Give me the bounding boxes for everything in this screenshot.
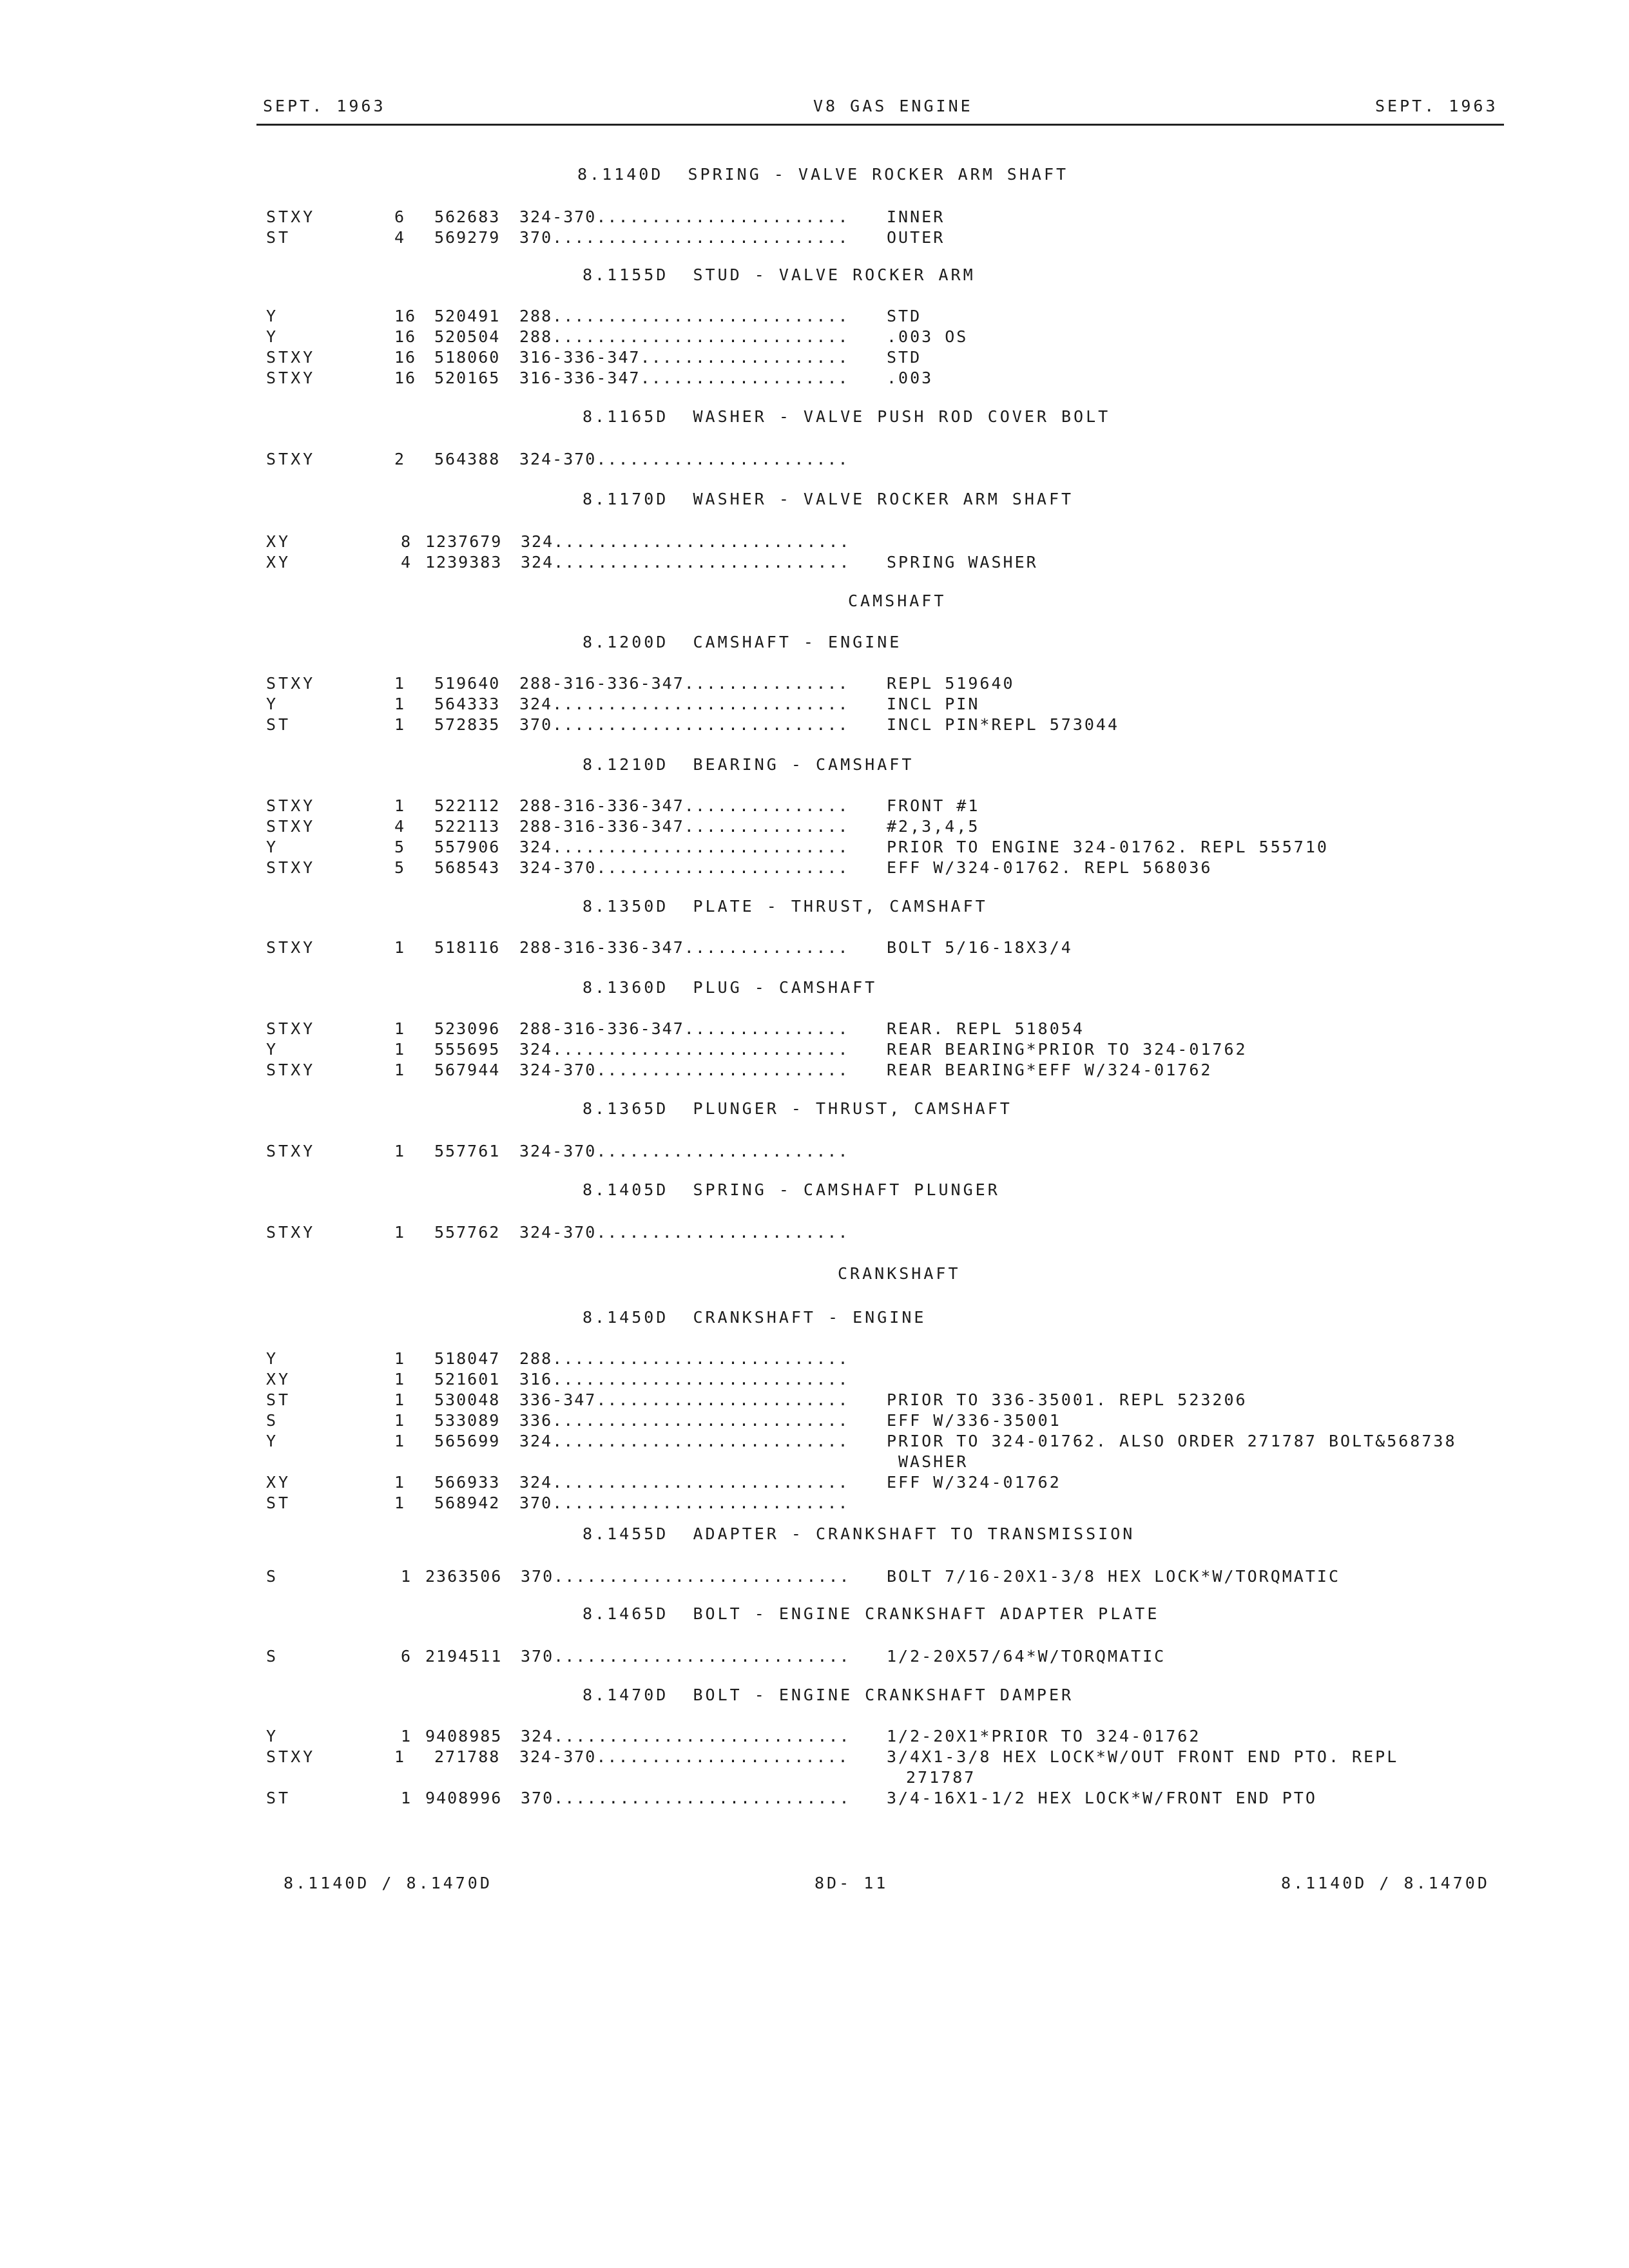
quantity: 1 [394,1061,406,1079]
description: STD [887,307,922,325]
quantity: 1 [394,1223,406,1242]
part-number: 521601 [434,1370,501,1389]
model-codes: XY [266,532,291,551]
part-number: 557761 [434,1142,501,1160]
description: OUTER [887,228,945,247]
dot-leader: ....................... [596,1142,849,1160]
part-number: 519640 [434,674,501,693]
model-codes: STXY [266,1747,316,1766]
application-text: 288-316-336-347 [519,674,684,693]
application-text: 324-370 [519,450,597,468]
part-number: 1239383 [425,553,503,572]
part-number: 518060 [434,348,501,367]
table-row [0,858,1629,879]
model-codes: XY [266,553,291,572]
table-row [0,715,1629,736]
part-number: 568543 [434,858,501,877]
application-text: 370 [519,228,553,247]
footer-page-number: 8D- 11 [815,1874,889,1892]
quantity: 1 [394,1370,406,1389]
table-row [0,1432,1629,1452]
description: REAR BEARING*EFF W/324-01762 [887,1061,1213,1079]
dot-leader: ............... [684,817,849,836]
application-text: 370 [521,1567,554,1586]
quantity: 4 [401,553,412,572]
quantity: 2 [394,450,406,468]
model-codes: ST [266,1390,291,1409]
header-date-left: SEPT. 1963 [263,97,386,115]
dot-leader: ........................... [552,1473,849,1492]
group-title: 8.1200D CAMSHAFT - ENGINE [583,633,902,651]
section-heading: CAMSHAFT [848,591,947,610]
quantity: 4 [394,817,406,836]
part-number: 564388 [434,450,501,468]
dot-leader: ........................... [552,228,849,247]
group-title: 8.1465D BOLT - ENGINE CRANKSHAFT ADAPTER PLATE [583,1604,1160,1623]
model-codes: STXY [266,348,316,367]
dot-leader: ........................... [554,1727,851,1745]
application-models [519,327,849,346]
table-row [0,532,1629,553]
table-row [0,1061,1629,1081]
application-text: 324 [521,532,554,551]
model-codes: ST [266,1494,291,1512]
table-row [0,1390,1629,1411]
application-text: 288-316-336-347 [519,817,684,836]
group-title: 8.1405D SPRING - CAMSHAFT PLUNGER [583,1180,1000,1199]
quantity: 1 [394,1142,406,1160]
application-text: 324-370 [519,1061,597,1079]
table-row [0,938,1629,959]
part-number: 2363506 [425,1567,503,1586]
table-row [0,796,1629,817]
quantity: 1 [401,1727,412,1745]
application-text: 288 [519,307,553,325]
application-models [519,1040,849,1059]
part-number: 562683 [434,207,501,226]
section-heading: CRANKSHAFT [838,1264,961,1283]
part-number: 520491 [434,307,501,325]
group-title: 8.1165D WASHER - VALVE PUSH ROD COVER BOLT [583,407,1111,426]
application-models [519,838,849,856]
model-codes: STXY [266,1223,316,1242]
description: .003 [887,369,934,387]
application-models [519,1142,849,1160]
model-codes: Y [266,1040,279,1059]
application-models [519,1747,849,1766]
dot-leader: ........................... [554,1789,851,1807]
description: SPRING WASHER [887,553,1038,572]
application-text: 324-370 [519,1747,597,1766]
description-continuation: WASHER [898,1452,969,1471]
quantity: 1 [394,1019,406,1038]
application-text: 324 [519,838,553,856]
application-text: 324-370 [519,207,597,226]
application-text: 370 [521,1647,554,1666]
application-text: 288 [519,327,553,346]
application-text: 324 [521,553,554,572]
table-row [0,1019,1629,1040]
model-codes: STXY [266,674,316,693]
quantity: 1 [394,1040,406,1059]
application-models [519,450,849,468]
table-row [0,1494,1629,1514]
description: 1/2-20X1*PRIOR TO 324-01762 [887,1727,1201,1745]
table-row [0,307,1629,327]
description: EFF W/324-01762 [887,1473,1061,1492]
model-codes: STXY [266,1061,316,1079]
application-models [521,1789,851,1807]
dot-leader: ............... [684,796,849,815]
model-codes: STXY [266,938,316,957]
table-row [0,1223,1629,1244]
dot-leader: ....................... [596,1390,849,1409]
group-title: 8.1140D SPRING - VALVE ROCKER ARM SHAFT [577,165,1069,184]
quantity: 16 [394,307,417,325]
dot-leader: ....................... [596,858,849,877]
header-title: V8 GAS ENGINE [813,97,973,115]
model-codes: Y [266,327,279,346]
description: #2,3,4,5 [887,817,980,836]
description: 3/4X1-3/8 HEX LOCK*W/OUT FRONT END PTO. REPL [887,1747,1399,1766]
application-text: 324 [519,695,553,713]
quantity: 1 [394,1747,406,1766]
application-models [519,348,849,367]
table-row [0,207,1629,228]
group-title: 8.1350D PLATE - THRUST, CAMSHAFT [583,897,988,916]
application-models [519,715,849,734]
application-models [521,532,851,551]
group-title: 8.1365D PLUNGER - THRUST, CAMSHAFT [583,1099,1012,1118]
application-text: 288 [519,1349,553,1368]
header-date-right: SEPT. 1963 [1375,97,1498,115]
part-number: 9408996 [425,1789,503,1807]
dot-leader: ........................... [552,307,849,325]
application-models [521,1727,851,1745]
description: PRIOR TO 336-35001. REPL 523206 [887,1390,1248,1409]
application-models [519,1432,849,1450]
model-codes: Y [266,1349,279,1368]
model-codes: ST [266,1789,291,1807]
part-number: 271788 [434,1747,501,1766]
dot-leader: ........................... [552,1432,849,1450]
quantity: 5 [394,858,406,877]
table-row [0,1040,1629,1061]
application-models [519,858,849,877]
application-models [519,207,849,226]
application-text: 370 [519,715,553,734]
table-row [0,369,1629,389]
quantity: 16 [394,327,417,346]
application-models [519,369,849,387]
model-codes: ST [266,715,291,734]
quantity: 6 [401,1647,412,1666]
dot-leader: ........................... [554,1567,851,1586]
model-codes: Y [266,1727,279,1745]
table-row [0,674,1629,695]
quantity: 5 [394,838,406,856]
application-text: 324-370 [519,1142,597,1160]
table-row [0,1349,1629,1370]
table-row [0,1473,1629,1494]
description: STD [887,348,922,367]
application-text: 324 [521,1727,554,1745]
table-row [0,1789,1629,1809]
model-codes: STXY [266,858,316,877]
application-text: 316 [519,1370,553,1389]
description: FRONT #1 [887,796,980,815]
application-models [521,553,851,572]
description: INCL PIN*REPL 573044 [887,715,1120,734]
dot-leader: ....................... [596,1061,849,1079]
part-number: 564333 [434,695,501,713]
quantity: 6 [394,207,406,226]
application-models [519,1411,849,1430]
model-codes: STXY [266,207,316,226]
application-text: 316-336-347 [519,369,641,387]
description: .003 OS [887,327,969,346]
part-number: 518047 [434,1349,501,1368]
part-number: 1237679 [425,532,503,551]
description: EFF W/324-01762. REPL 568036 [887,858,1213,877]
dot-leader: ........................... [554,553,851,572]
group-title: 8.1455D ADAPTER - CRANKSHAFT TO TRANSMISSION [583,1524,1135,1543]
description: REAR BEARING*PRIOR TO 324-01762 [887,1040,1248,1059]
model-codes: XY [266,1473,291,1492]
table-row [0,327,1629,348]
part-number: 533089 [434,1411,501,1430]
application-models [519,307,849,325]
part-number: 9408985 [425,1727,503,1745]
table-row [0,817,1629,838]
group-title: 8.1470D BOLT - ENGINE CRANKSHAFT DAMPER [583,1686,1074,1704]
description: REAR. REPL 518054 [887,1019,1084,1038]
application-models [519,796,849,815]
model-codes: XY [266,1370,291,1389]
part-number: 557762 [434,1223,501,1242]
model-codes: STXY [266,1142,316,1160]
header-rule [256,124,1504,126]
application-models [521,1647,851,1666]
application-text: 288-316-336-347 [519,796,684,815]
quantity: 1 [394,1349,406,1368]
application-text: 336 [519,1411,553,1430]
application-text: 324-370 [519,1223,597,1242]
description: BOLT 5/16-18X3/4 [887,938,1073,957]
quantity: 1 [394,1473,406,1492]
model-codes: Y [266,838,279,856]
model-codes: Y [266,695,279,713]
table-row [0,348,1629,369]
quantity: 1 [394,1411,406,1430]
part-number: 522112 [434,796,501,815]
table-row [0,450,1629,470]
description: BOLT 7/16-20X1-3/8 HEX LOCK*W/TORQMATIC [887,1567,1340,1586]
application-models [519,674,849,693]
dot-leader: ........................... [554,532,851,551]
part-number: 557906 [434,838,501,856]
dot-leader: ............... [684,674,849,693]
part-number: 567944 [434,1061,501,1079]
table-row [0,1567,1629,1588]
table-row [0,1727,1629,1747]
model-codes: S [266,1567,279,1586]
part-number: 518116 [434,938,501,957]
quantity: 1 [394,695,406,713]
dot-leader: ............... [684,938,849,957]
model-codes: STXY [266,817,316,836]
application-models [519,1019,849,1038]
part-number: 565699 [434,1432,501,1450]
application-text: 370 [521,1789,554,1807]
part-number: 520165 [434,369,501,387]
dot-leader: ................... [640,369,849,387]
application-models [519,938,849,957]
quantity: 1 [401,1789,412,1807]
application-models [519,1494,849,1512]
dot-leader: ....................... [596,207,849,226]
group-title: 8.1170D WASHER - VALVE ROCKER ARM SHAFT [583,490,1074,508]
description: REPL 519640 [887,674,1015,693]
model-codes: Y [266,1432,279,1450]
dot-leader: ........................... [552,695,849,713]
application-models [519,1370,849,1389]
model-codes: S [266,1411,279,1430]
application-models [519,1061,849,1079]
footer-range-right: 8.1140D / 8.1470D [1281,1874,1490,1892]
quantity: 1 [394,796,406,815]
table-row [0,1370,1629,1390]
dot-leader: ........................... [552,1494,849,1512]
dot-leader: ........................... [552,1349,849,1368]
application-models [519,1390,849,1409]
part-number: 568942 [434,1494,501,1512]
application-models [519,1473,849,1492]
dot-leader: ....................... [596,450,849,468]
quantity: 8 [401,532,412,551]
description: PRIOR TO 324-01762. ALSO ORDER 271787 BOLT&568738 [887,1432,1457,1450]
dot-leader: ........................... [552,1040,849,1059]
part-number: 2194511 [425,1647,503,1666]
description: 1/2-20X57/64*W/TORQMATIC [887,1647,1166,1666]
dot-leader: ........................... [552,327,849,346]
dot-leader: ........................... [552,715,849,734]
model-codes: S [266,1647,279,1666]
quantity: 4 [394,228,406,247]
part-number: 569279 [434,228,501,247]
application-text: 324 [519,1040,553,1059]
table-row [0,1647,1629,1667]
footer-range-left: 8.1140D / 8.1470D [284,1874,492,1892]
group-title: 8.1360D PLUG - CAMSHAFT [583,978,878,997]
table-row [0,1747,1629,1768]
part-number: 566933 [434,1473,501,1492]
table-row [0,553,1629,573]
dot-leader: ....................... [596,1747,849,1766]
table-row [0,1142,1629,1162]
application-text: 324-370 [519,858,597,877]
quantity: 1 [394,1432,406,1450]
description-continuation: 271787 [906,1768,976,1787]
dot-leader: ........................... [552,1411,849,1430]
application-text: 316-336-347 [519,348,641,367]
description: INNER [887,207,945,226]
dot-leader: ........................... [554,1647,851,1666]
application-text: 336-347 [519,1390,597,1409]
group-title: 8.1450D CRANKSHAFT - ENGINE [583,1308,927,1327]
model-codes: Y [266,307,279,325]
application-text: 324 [519,1432,553,1450]
quantity: 1 [394,1494,406,1512]
application-models [521,1567,851,1586]
description: EFF W/336-35001 [887,1411,1061,1430]
table-row [0,695,1629,715]
dot-leader: ........................... [552,838,849,856]
quantity: 1 [401,1567,412,1586]
model-codes: STXY [266,1019,316,1038]
description: PRIOR TO ENGINE 324-01762. REPL 555710 [887,838,1329,856]
quantity: 1 [394,715,406,734]
part-number: 572835 [434,715,501,734]
model-codes: ST [266,228,291,247]
application-models [519,817,849,836]
application-models [519,695,849,713]
part-number: 520504 [434,327,501,346]
quantity: 16 [394,369,417,387]
application-models [519,1349,849,1368]
application-models [519,1223,849,1242]
description: 3/4-16X1-1/2 HEX LOCK*W/FRONT END PTO [887,1789,1317,1807]
model-codes: STXY [266,369,316,387]
model-codes: STXY [266,796,316,815]
dot-leader: ............... [684,1019,849,1038]
model-codes: STXY [266,450,316,468]
application-text: 288-316-336-347 [519,1019,684,1038]
quantity: 1 [394,1390,406,1409]
quantity: 16 [394,348,417,367]
quantity: 1 [394,938,406,957]
part-number: 522113 [434,817,501,836]
part-number: 555695 [434,1040,501,1059]
application-text: 288-316-336-347 [519,938,684,957]
quantity: 1 [394,674,406,693]
table-row [0,838,1629,858]
dot-leader: ........................... [552,1370,849,1389]
table-row [0,228,1629,249]
table-row [0,1411,1629,1432]
part-number: 523096 [434,1019,501,1038]
application-text: 370 [519,1494,553,1512]
dot-leader: ....................... [596,1223,849,1242]
group-title: 8.1155D STUD - VALVE ROCKER ARM [583,265,976,284]
dot-leader: ................... [640,348,849,367]
part-number: 530048 [434,1390,501,1409]
description: INCL PIN [887,695,980,713]
application-text: 324 [519,1473,553,1492]
group-title: 8.1210D BEARING - CAMSHAFT [583,755,914,774]
application-models [519,228,849,247]
